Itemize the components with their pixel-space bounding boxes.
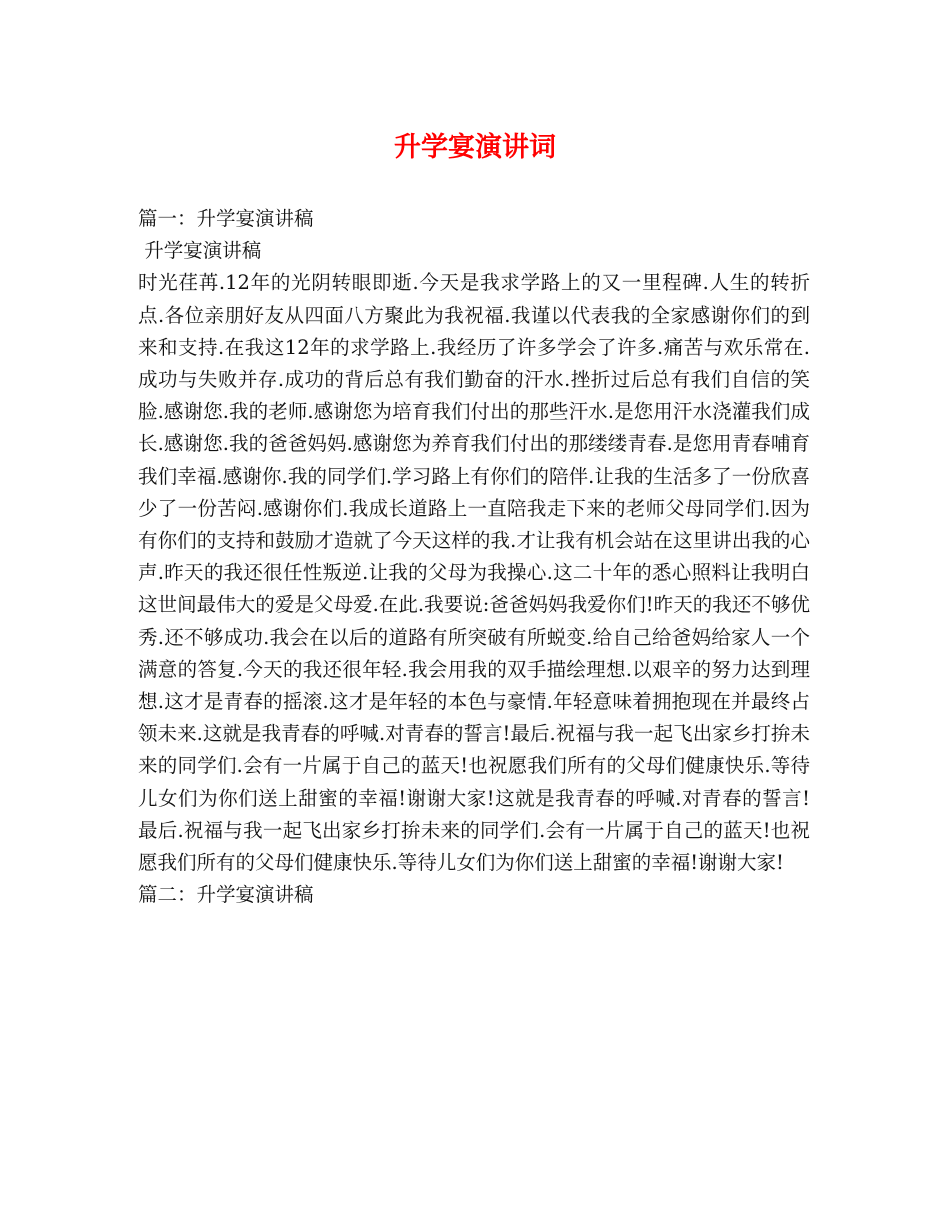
speech-paragraph: 时光荏苒.12年的光阴转眼即逝.今天是我求学路上的又一里程碑.人生的转折点.各位亲朋好友从四面八方聚此为我祝福.我谨以代表我的全家感谢你们的到来和支持.在我这12年的求学路上.我经历了许多学会了许多.痛苦与欢乐常在.成功与失败并存.成功的背后总有我们勤奋的汗水.挫折过后总有我们自信的笑脸.感谢您.我的老师.感谢您为培育我们付出的那些汗水.是您用汗水浇灌我们成长.感谢您.我的爸爸妈妈.感谢您为养育我们付出的那缕缕青春.是您用青春哺育我们幸福.感谢你.我的同学们.学习路上有你们的陪伴.让我的生活多了一份欣喜少了一份苦闷.感谢你们.我成长道路上一直陪我走下来的老师父母同学们.因为有你们的支持和鼓励才造就了今天这样的我.才让我有机会站在这里讲出我的心声.昨天的我还很任性叛逆.让我的父母为我操心.这二十年的悉心照料让我明白这世间最伟大的爱是父母爱.在此.我要说:爸爸妈妈我爱你们!昨天的我还不够优秀.还不够成功.我会在以后的道路有所突破有所蜕变.给自己给爸妈给家人一个满意的答复.今天的我还很年轻.我会用我的双手描绘理想.以艰辛的努力达到理想.这才是青春的摇滚.这才是年轻的本色与豪情.年轻意味着拥抱现在并最终占领未来.这就是我青春的呼喊.对青春的誓言!最后.祝福与我一起飞出家乡打拚未来的同学们.会有一片属于自己的蓝天!也祝愿我们所有的父母们健康快乐.等待儿女们为你们送上甜蜜的幸福!谢谢大家!这就是我青春的呼喊.对青春的誓言!最后.祝福与我一起飞出家乡打拚未来的同学们.会有一片属于自己的蓝天!也祝愿我们所有的父母们健康快乐.等待儿女们为你们送上甜蜜的幸福!谢谢大家! (138, 271, 810, 875)
section-heading-2: 篇二：升学宴演讲稿 (138, 883, 314, 907)
section-subheading-1: 升学宴演讲稿 (138, 239, 262, 263)
document-title: 升学宴演讲词 (394, 132, 556, 163)
section-heading-1: 篇一：升学宴演讲稿 (138, 207, 314, 230)
document-body (138, 203, 818, 911)
